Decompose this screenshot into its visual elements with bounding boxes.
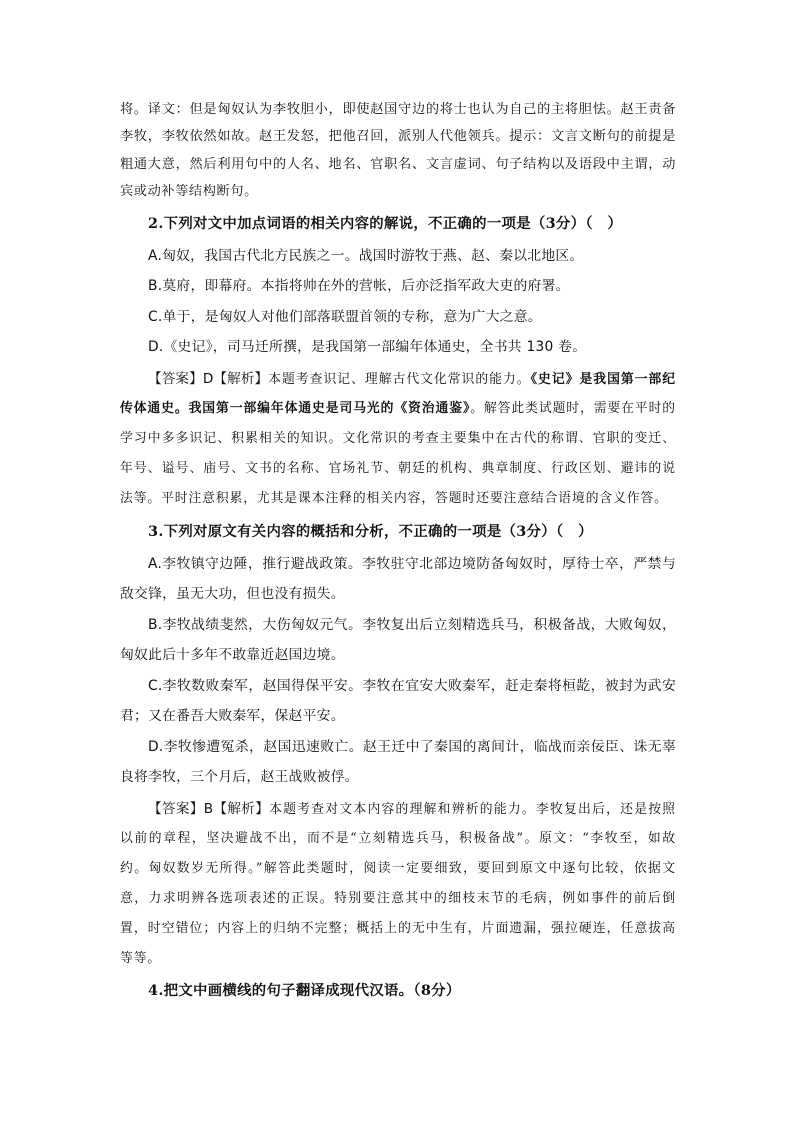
question-2-title: 2.下列对文中加点词语的相关内容的解说，不正确的一项是（3分）（ ）: [148, 214, 623, 232]
q3-option-c: C.李牧数败秦军，赵国得保平安。李牧在宜安大败秦军，赶走秦将桓龁，被封为武安君；又在番吾大败秦军，保赵平安。: [120, 677, 676, 725]
q2-answer-rest: 。解答此类试题时，需要在平时的学习中多多识记、积累相关的知识。文化常识的考查主要集中在古代的称谓、官职的变迁、年号、谥号、庙号、文书的名称、官场礼节、朝廷的机构、典章制度、行政区划、避讳的说法等。平时注意积累，尤其是课本注释的相关内容，答题时还要注意结合语境的含义作答。: [120, 401, 677, 506]
q2-answer-tag: 【答案】D【解析】: [148, 370, 269, 387]
q3-option-d: D.李牧惨遭冤杀，赵国迅速败亡。赵王迁中了秦国的离间计，临战而亲佞臣、诛无辜良将李牧，三个月后，赵王战败被俘。: [120, 738, 676, 786]
q3-answer-text: 本题考查对文本内容的理解和辨析的能力。李牧复出后，还是按照以前的章程，坚决避战不出，而不是“立刻精选兵马，积极备战”。原文：“李牧至，如故约。匈奴数岁无所得。”解答此类题时，阅读一定要细致，要回到原文中逐句比较，依据文意，力求明辨各选项表述的正误。特别要注意其中的细枝末节的毛病，例如事件的前后倒置，时空错位；内容上的归纳不完整；概括上的无中生有，片面遗漏，强拉硬连，任意拔高等等。: [120, 801, 676, 966]
q3-option-b: B.李牧战绩斐然，大伤匈奴元气。李牧复出后立刻精选兵马，积极备战，大败匈奴，匈奴此后十多年不敢靠近赵国边境。: [120, 616, 676, 664]
q3-answer-tag: 【答案】B【解析】: [148, 800, 270, 817]
intro-paragraph: 将。译文：但是匈奴认为李牧胆小，即使赵国守边的将士也认为自己的主将胆怯。赵王责备李牧，李牧依然如故。赵王发怒，把他召回，派别人代他领兵。提示：文言文断句的前提是粗通大意，然后利用句中的人名、地名、官职名、文言虚词、句子结构以及语段中主谓，动宾或动补等结构断句。: [120, 102, 676, 200]
q2-option-b: B.莫府，即幕府。本指将帅在外的营帐，后亦泛指军政大吏的府署。: [148, 278, 570, 295]
document-page: [120, 96, 676, 1008]
q2-answer-bold: 《史记》是我国第一部纪传体通史。我国第一部编年体通史是司马光的《资治通鉴》: [120, 371, 676, 417]
q2-option-d: D.《史记》，司马迁所撰，是我国第一部编年体通史，全书共 130 卷。: [148, 339, 587, 356]
q3-answer-explanation: [120, 795, 676, 974]
q2-answer-lead: 本题考查识记、理解古代文化常识的能力。: [268, 371, 531, 387]
q2-answer-explanation: [120, 365, 676, 514]
q2-option-a: A.匈奴，我国古代北方民族之一。战国时游牧于燕、赵、秦以北地区。: [148, 247, 584, 264]
question-3-title: 3.下列对原文有关内容的概括和分析，不正确的一项是（3分）（ ）: [148, 522, 593, 540]
q2-option-c: C.单于，是匈奴人对他们部落联盟首领的专称，意为广大之意。: [148, 308, 542, 325]
q3-option-a: A.李牧镇守边陲，推行避战政策。李牧驻守北部边境防备匈奴时，厚待士卒，严禁与敌交锋，虽无大功，但也没有损失。: [120, 555, 676, 603]
question-4-title: 4.把文中画横线的句子翻译成现代汉语。（8分）: [148, 982, 461, 1000]
